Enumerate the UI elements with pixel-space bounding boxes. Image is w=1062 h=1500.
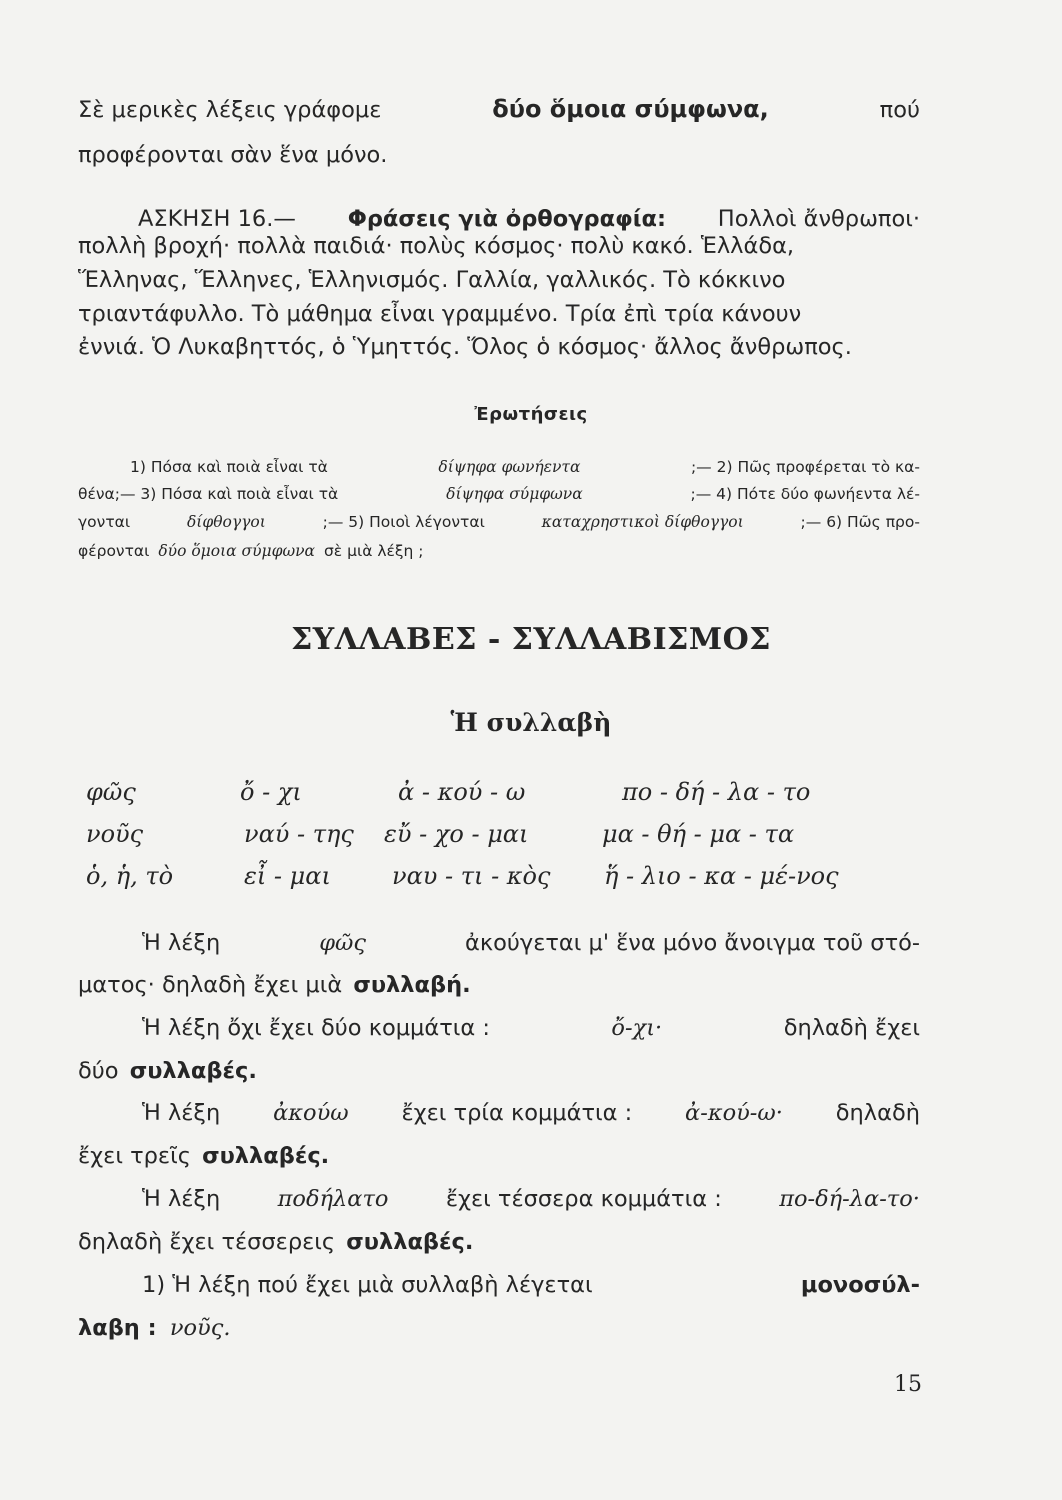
question-term: δίψηφα φωνήεντα xyxy=(438,458,581,476)
table-cell: ναύ - της xyxy=(244,820,354,848)
paragraph-text: ἔχει τρία κομμάτια : xyxy=(401,1100,633,1126)
paragraph-2-line-1 xyxy=(78,1013,920,1043)
intro-text-b: πού xyxy=(879,97,920,123)
paragraph-3-line-2 xyxy=(78,1141,920,1171)
paragraph-bold: συλλαβές. xyxy=(346,1229,474,1255)
paragraph-text: δηλαδὴ xyxy=(835,1100,920,1126)
question-term: δίψηφα σύμφωνα xyxy=(446,485,583,503)
table-cell: ἥ - λιο - κα - μέ-νος xyxy=(604,862,839,890)
paragraph-text: Ἡ λέξη xyxy=(142,1100,221,1126)
question-text: 1) Πόσα καὶ ποιὰ εἶναι τὰ xyxy=(130,458,328,476)
table-cell: νοῦς xyxy=(86,820,144,848)
table-cell: πο - δή - λα - το xyxy=(622,778,811,806)
paragraph-text: Ἡ λέξη ὄχι ἔχει δύο κομμάτια : xyxy=(142,1015,490,1041)
question-term: καταχρηστικοὶ δίφθογγοι xyxy=(541,513,744,531)
question-term: δίφθογγοι xyxy=(186,513,266,531)
paragraph-text: δηλαδὴ ἔχει τέσσερεις xyxy=(78,1229,336,1255)
exercise-16-label: ΑΣΚΗΣΗ 16.— xyxy=(138,206,296,232)
paragraph-text: Ἡ λέξη xyxy=(142,1186,221,1212)
question-text: ;— 4) Πότε δύο φωνήεντα λέ- xyxy=(690,485,920,503)
rule-term: νοῦς. xyxy=(169,1315,231,1341)
paragraph-2-line-2 xyxy=(78,1056,920,1086)
question-text: ;— 5) Ποιοὶ λέγονται xyxy=(322,513,485,531)
paragraph-text: ἔχει τρεῖς xyxy=(78,1143,191,1169)
paragraph-3-line-1 xyxy=(78,1098,920,1128)
section-heading: ΣΥΛΛΑΒΕΣ - ΣΥΛΛΑΒΙΣΜΟΣ xyxy=(291,622,771,657)
questions-line-1 xyxy=(78,456,920,478)
rule-1-line-2 xyxy=(78,1313,920,1343)
question-text: θένα;— 3) Πόσα καὶ ποιὰ εἶναι τὰ xyxy=(78,485,339,503)
exercise-16-line-2: πολλὴ βροχή· πολλὰ παιδιά· πολὺς κόσμος· πολὺ κακό. Ἑλλάδα, xyxy=(78,233,795,259)
table-cell: ναυ - τι - κὸς xyxy=(392,862,551,890)
exercise-16-line-3: Ἕλληνας, Ἕλληνες, Ἑλληνισμός. Γαλλία, γαλλικός. Τὸ κόκκινο xyxy=(78,267,786,293)
paragraph-term: ἀ-κού-ω· xyxy=(685,1100,783,1126)
exercise-16-line-1 xyxy=(78,204,920,234)
paragraph-term: φῶς xyxy=(319,930,366,956)
paragraph-term: ὄ-χι· xyxy=(611,1015,663,1041)
rule-bold: λαβη : xyxy=(78,1315,157,1341)
paragraph-bold: συλλαβές. xyxy=(202,1143,330,1169)
paragraph-text: Ἡ λέξη xyxy=(142,930,221,956)
question-text: σὲ μιὰ λέξη ; xyxy=(323,542,424,560)
question-term: δύο ὅμοια σύμφωνα xyxy=(158,542,316,560)
table-cell: ἀ - κού - ω xyxy=(398,778,526,806)
question-text: γονται xyxy=(78,513,131,531)
exercise-16-text: Πολλοὶ ἄνθρωποι· xyxy=(717,206,920,232)
paragraph-4-line-1 xyxy=(78,1184,920,1214)
section-subheading: Ἡ συλλαβὴ xyxy=(450,708,612,737)
paragraph-term: ποδήλατο xyxy=(277,1186,389,1212)
paragraph-text: ματος· δηλαδὴ ἔχει μιὰ xyxy=(78,972,343,998)
paragraph-1-line-1 xyxy=(78,928,920,958)
page-number: 15 xyxy=(894,1372,922,1397)
intro-line-2: προφέρονται σὰν ἕνα μόνο. xyxy=(78,142,388,168)
question-text: ;— 6) Πῶς προ- xyxy=(800,513,920,531)
paragraph-1-line-2 xyxy=(78,970,920,1000)
question-text: φέρονται xyxy=(78,542,150,560)
rule-bold: μονοσύλ- xyxy=(800,1272,920,1298)
paragraph-text: ἀκούγεται μ' ἕνα μόνο ἄνοιγμα τοῦ στό- xyxy=(465,930,920,956)
paragraph-text: δύο xyxy=(78,1058,119,1084)
rule-text: 1) Ἡ λέξη πού ἔχει μιὰ συλλαβὴ λέγεται xyxy=(142,1272,593,1298)
paragraph-4-line-2 xyxy=(78,1227,920,1257)
table-cell: φῶς xyxy=(86,778,136,806)
rule-1-line-1 xyxy=(78,1270,920,1300)
questions-line-3 xyxy=(78,511,920,533)
table-cell: μα - θή - μα - τα xyxy=(602,820,795,848)
intro-text-a: Σὲ μερικὲς λέξεις γράφομε xyxy=(78,97,382,123)
intro-bold: δύο ὅμοια σύμφωνα, xyxy=(492,95,769,123)
question-text: ;— 2) Πῶς προφέρεται τὸ κα- xyxy=(690,458,920,476)
table-cell: ὄ - χι xyxy=(240,778,302,806)
paragraph-term: ἀκούω xyxy=(273,1100,349,1126)
questions-title: Ἐρωτήσεις xyxy=(474,404,588,425)
table-cell: εἶ - μαι xyxy=(244,862,331,890)
exercise-16-title: Φράσεις γιὰ ὀρθογραφία: xyxy=(347,206,666,232)
paragraph-text: ἔχει τέσσερα κομμάτια : xyxy=(445,1186,722,1212)
paragraph-bold: συλλαβή. xyxy=(353,972,471,998)
paragraph-text: δηλαδὴ ἔχει xyxy=(783,1015,920,1041)
table-cell: εὔ - χο - μαι xyxy=(384,820,529,848)
intro-line-1 xyxy=(78,94,920,125)
paragraph-bold: συλλαβές. xyxy=(129,1058,257,1084)
table-cell: ὁ, ἡ, τὸ xyxy=(86,862,174,890)
exercise-16-line-5: ἐννιά. Ὁ Λυκαβηττός, ὁ Ὑμηττός. Ὅλος ὁ κόσμος· ἄλλος ἄνθρωπος. xyxy=(78,334,852,360)
questions-line-4 xyxy=(78,540,920,562)
exercise-16-line-4: τριαντάφυλλο. Τὸ μάθημα εἶναι γραμμένο. Τρία ἐπὶ τρία κάνουν xyxy=(78,301,802,327)
questions-line-2 xyxy=(78,483,920,505)
paragraph-term: πο-δή-λα-το· xyxy=(779,1186,920,1212)
